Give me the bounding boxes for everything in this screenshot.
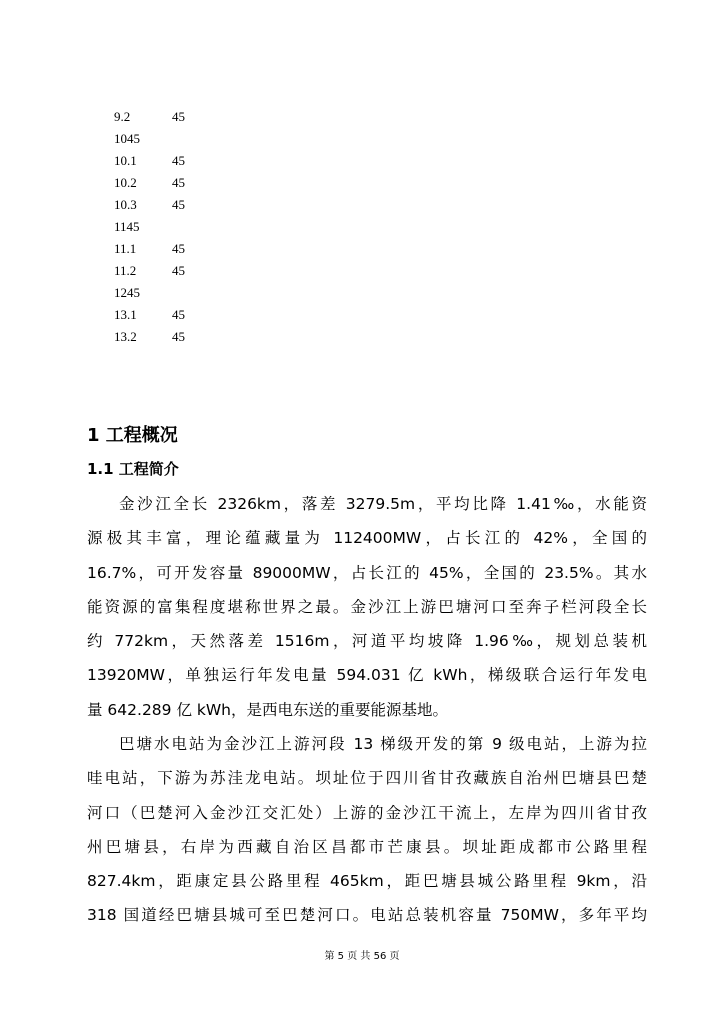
toc-row[interactable] [114, 238, 185, 260]
toc-section-number: 13.2 [114, 329, 137, 344]
paragraph-line: 约 772km，天然落差 1516m，河道平均坡降 1.96‰，规划总装机 [87, 632, 647, 651]
toc-row[interactable] [114, 282, 185, 304]
paragraph-line: 318 国道经巴塘县城可至巴楚河口。电站总装机容量 750MW，多年平均 [87, 906, 647, 925]
paragraph-line: 哇电站，下游为苏洼龙电站。坝址位于四川省甘孜藏族自治州巴塘县巴楚 [87, 769, 647, 788]
toc-section-number: 1145 [114, 219, 140, 234]
paragraph-line: 16.7%，可开发容量 89000MW，占长江的 45%，全国的 23.5%。其水 [87, 563, 647, 582]
paragraph-line: 827.4km，距康定县公路里程 465km，距巴塘县城公路里程 9km，沿 [87, 872, 647, 891]
paragraph-line: 河口（巴楚河入金沙江交汇处）上游的金沙江干流上，左岸为四川省甘孜 [87, 803, 647, 822]
toc-row[interactable] [114, 128, 185, 150]
paragraph-line: 金沙江全长 2326km，落差 3279.5m，平均比降 1.41‰，水能资 [119, 495, 647, 513]
paragraph-line: 量 642.289 亿 kWh，是西电东送的重要能源基地。 [87, 700, 449, 719]
toc-section-number: 10.1 [114, 153, 137, 168]
toc-page-number: 45 [172, 263, 185, 278]
toc-row[interactable] [114, 304, 185, 326]
section-heading-1-1: 1.1 工程简介 [87, 460, 179, 478]
toc-page-number: 45 [172, 109, 185, 124]
paragraph-line: 州巴塘县，右岸为西藏自治区昌都市芒康县。坝址距成都市公路里程 [87, 837, 647, 856]
toc-row[interactable] [114, 150, 185, 172]
toc-row[interactable] [114, 326, 185, 348]
toc-section-number: 11.2 [114, 263, 137, 278]
paragraph-batang-station [87, 727, 647, 933]
toc-section-number: 10.3 [114, 197, 137, 212]
toc-page-number: 45 [172, 241, 185, 256]
paragraph-jinsha-river [87, 487, 647, 727]
section-heading-1: 1 工程概况 [87, 425, 178, 446]
toc-section-number: 11.1 [114, 241, 137, 256]
toc-section-number: 1045 [114, 131, 140, 146]
paragraph-line: 巴塘水电站为金沙江上游河段 13 梯级开发的第 9 级电站，上游为拉 [119, 735, 647, 753]
toc-page-number: 45 [172, 175, 185, 190]
toc-row[interactable] [114, 216, 185, 238]
toc-list [114, 106, 185, 348]
toc-row[interactable] [114, 194, 185, 216]
toc-page-number: 45 [172, 329, 185, 344]
toc-section-number: 10.2 [114, 175, 137, 190]
toc-section-number: 9.2 [114, 109, 131, 124]
toc-row[interactable] [114, 172, 185, 194]
paragraph-line: 能资源的富集程度堪称世界之最。金沙江上游巴塘河口至奔子栏河段全长 [87, 597, 647, 616]
toc-row[interactable] [114, 260, 185, 282]
toc-page-number: 45 [172, 307, 185, 322]
paragraph-line: 13920MW，单独运行年发电量 594.031 亿 kWh，梯级联合运行年发电 [87, 666, 647, 685]
toc-section-number: 1245 [114, 285, 140, 300]
page-footer: 第 5 页 共 56 页 [324, 951, 400, 962]
toc-section-number: 13.1 [114, 307, 137, 322]
toc-page-number: 45 [172, 153, 185, 168]
toc-page-number: 45 [172, 197, 185, 212]
toc-row[interactable] [114, 106, 185, 128]
paragraph-line: 源极其丰富，理论蕴藏量为 112400MW，占长江的 42%，全国的 [87, 529, 647, 548]
